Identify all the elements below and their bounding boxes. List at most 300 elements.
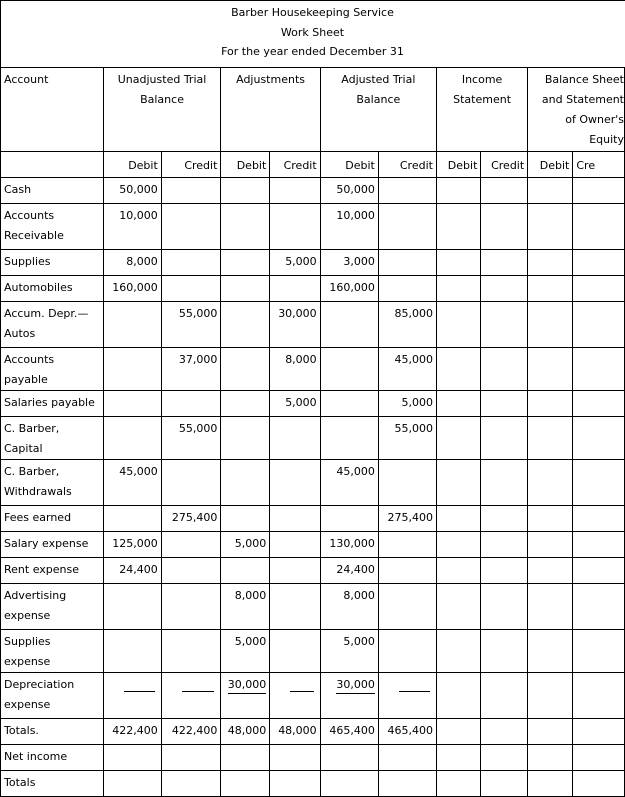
account-name-cell <box>1 348 104 391</box>
bs-debit-cell <box>528 506 573 532</box>
utb-credit-cell <box>161 302 221 348</box>
amount-value: 5,000 <box>234 537 267 550</box>
amount-value: 160,000 <box>112 281 158 294</box>
table-row <box>1 391 625 417</box>
account-name-line: Salaries payable <box>4 396 95 409</box>
account-name-line: expense <box>4 609 51 622</box>
utb-credit-cell <box>161 630 221 673</box>
atb-credit-cell <box>378 204 436 250</box>
adj-credit-cell <box>270 532 320 558</box>
atb-debit-cell <box>320 630 378 673</box>
table-row <box>1 178 625 204</box>
atb-debit-cell <box>320 506 378 532</box>
atb-credit-cell <box>378 558 436 584</box>
amount-value: 10,000 <box>119 209 158 222</box>
is-credit-cell <box>481 417 528 460</box>
adj-credit-cell <box>270 250 320 276</box>
is-debit-cell <box>436 460 480 506</box>
amount-value: 8,000 <box>126 255 158 268</box>
bs-debit-cell <box>528 348 573 391</box>
bs-credit-cell <box>573 276 625 302</box>
amount-value: 125,000 <box>112 537 158 550</box>
bs-credit-cell <box>573 460 625 506</box>
account-name-line: Net income <box>4 750 68 763</box>
table-row <box>1 250 625 276</box>
bs-debit-cell <box>528 719 573 745</box>
account-name-cell <box>1 558 104 584</box>
bs-debit-cell <box>528 630 573 673</box>
is-debit-cell <box>436 417 480 460</box>
atb-debit-cell <box>320 348 378 391</box>
adj-credit-cell <box>270 417 320 460</box>
adj-credit-cell <box>270 348 320 391</box>
amount-value: 5,000 <box>343 635 375 648</box>
account-name-line: C. Barber, <box>4 465 60 478</box>
adj-debit-cell <box>221 302 270 348</box>
account-name-cell <box>1 584 104 630</box>
amount-value: 5,000 <box>285 255 317 268</box>
atb-debit-cell <box>320 673 378 719</box>
adj-debit-cell <box>221 558 270 584</box>
bs-credit-header: Cre <box>573 152 625 178</box>
amount-value: 45,000 <box>394 353 433 366</box>
adj-debit-cell <box>221 745 270 771</box>
adj-debit-cell <box>221 630 270 673</box>
account-name-cell <box>1 391 104 417</box>
utb-credit-cell <box>161 204 221 250</box>
bs-credit-cell <box>573 391 625 417</box>
amount-value: 8,000 <box>343 589 375 602</box>
amount-value: 55,000 <box>178 307 218 320</box>
atb-debit-cell <box>320 719 378 745</box>
bs-credit-cell <box>573 584 625 630</box>
amount-value: 275,400 <box>387 511 433 524</box>
utb-debit-cell <box>103 391 161 417</box>
atb-credit-cell <box>378 745 436 771</box>
account-subheader <box>1 152 104 178</box>
amount-value: 465,400 <box>387 724 433 737</box>
bs-credit-cell <box>573 417 625 460</box>
atb-credit-cell <box>378 532 436 558</box>
amount-value: 3,000 <box>343 255 375 268</box>
atb-credit-cell <box>378 771 436 797</box>
is-credit-cell <box>481 178 528 204</box>
bs-credit-cell <box>573 558 625 584</box>
utb-debit-cell <box>103 771 161 797</box>
is-credit-cell <box>481 745 528 771</box>
bs-credit-cell <box>573 178 625 204</box>
atb-debit-cell <box>320 302 378 348</box>
adj-debit-cell <box>221 460 270 506</box>
utb-credit-cell <box>161 348 221 391</box>
report-title: Work Sheet <box>280 26 345 39</box>
bs-debit-cell <box>528 558 573 584</box>
adj-debit-cell <box>221 178 270 204</box>
amount-value: 30,000 <box>278 307 317 320</box>
bs-debit-cell <box>528 178 573 204</box>
bs-debit-cell <box>528 204 573 250</box>
utb-credit-cell <box>161 460 221 506</box>
table-row <box>1 348 625 391</box>
adj-debit-cell <box>221 771 270 797</box>
adj-credit-cell <box>270 204 320 250</box>
adj-credit-cell <box>270 745 320 771</box>
is-credit-cell <box>481 348 528 391</box>
bs-debit-cell <box>528 532 573 558</box>
atb-debit-cell <box>320 745 378 771</box>
account-name-cell <box>1 673 104 719</box>
atb-debit-cell <box>320 391 378 417</box>
atb-debit-cell <box>320 771 378 797</box>
bs-credit-cell <box>573 745 625 771</box>
amount-value: 5,000 <box>401 396 433 409</box>
account-name-cell <box>1 506 104 532</box>
amount-value: 45,000 <box>119 465 158 478</box>
debit-credit-header-row <box>1 152 625 178</box>
adj-credit-cell <box>270 673 320 719</box>
column-group-header-row <box>1 68 625 152</box>
amount-value: 50,000 <box>336 183 375 196</box>
income-statement-header: Income Statement <box>436 68 527 152</box>
account-name-cell <box>1 745 104 771</box>
adj-credit-cell <box>270 302 320 348</box>
amount-value: 160,000 <box>329 281 375 294</box>
adj-credit-cell <box>270 391 320 417</box>
atb-credit-cell <box>378 506 436 532</box>
table-row <box>1 506 625 532</box>
atb-credit-cell <box>378 719 436 745</box>
amount-value: 275,400 <box>171 511 218 524</box>
report-period: For the year ended December 31 <box>221 45 404 58</box>
amount-value: 48,000 <box>227 724 267 737</box>
amount-value: 5,000 <box>234 635 267 648</box>
account-name-line: expense <box>4 698 51 711</box>
utb-debit-cell <box>103 348 161 391</box>
is-debit-cell <box>436 532 480 558</box>
adj-debit-cell <box>221 348 270 391</box>
atb-debit-cell <box>320 558 378 584</box>
amount-value: 8,000 <box>285 353 317 366</box>
is-credit-cell <box>481 250 528 276</box>
atb-debit-cell <box>320 276 378 302</box>
adj-debit-cell <box>221 417 270 460</box>
bs-debit-cell <box>528 745 573 771</box>
adj-credit-header: Credit <box>270 152 320 178</box>
blank-underline <box>124 691 155 692</box>
account-name-line: Accounts payable <box>4 353 55 386</box>
is-debit-cell <box>436 771 480 797</box>
atb-debit-cell <box>320 584 378 630</box>
bs-credit-cell <box>573 719 625 745</box>
utb-credit-cell <box>161 417 221 460</box>
bs-debit-cell <box>528 417 573 460</box>
account-name-line: Cash <box>4 183 32 196</box>
amount-value: 5,000 <box>285 396 317 409</box>
is-credit-cell <box>481 630 528 673</box>
adj-credit-cell <box>270 460 320 506</box>
account-name-line: Rent expense <box>4 563 80 576</box>
is-credit-cell <box>481 771 528 797</box>
utb-debit-cell <box>103 417 161 460</box>
table-row <box>1 745 625 771</box>
adj-credit-cell <box>270 719 320 745</box>
atb-debit-cell <box>320 460 378 506</box>
utb-debit-cell <box>103 584 161 630</box>
account-name-line: Receivable <box>4 229 64 242</box>
bs-debit-cell <box>528 391 573 417</box>
bs-debit-header: Debit <box>528 152 573 178</box>
adj-debit-cell <box>221 276 270 302</box>
is-debit-cell <box>436 348 480 391</box>
is-credit-cell <box>481 558 528 584</box>
account-name-line: Supplies expense <box>4 635 51 668</box>
is-debit-cell <box>436 558 480 584</box>
adj-credit-cell <box>270 630 320 673</box>
atb-credit-cell <box>378 417 436 460</box>
amount-value: 85,000 <box>394 307 433 320</box>
atb-credit-cell <box>378 391 436 417</box>
account-name-line: Accum. Depr.— <box>4 307 89 320</box>
bs-debit-cell <box>528 673 573 719</box>
is-credit-cell <box>481 584 528 630</box>
is-debit-header: Debit <box>436 152 480 178</box>
utb-credit-cell <box>161 719 221 745</box>
bs-credit-cell <box>573 204 625 250</box>
adj-debit-cell <box>221 506 270 532</box>
amount-value: 8,000 <box>234 589 267 602</box>
is-credit-header: Credit <box>481 152 528 178</box>
table-row <box>1 673 625 719</box>
utb-credit-cell <box>161 673 221 719</box>
adj-debit-cell <box>221 532 270 558</box>
blank-underline <box>182 691 215 692</box>
utb-credit-cell <box>161 745 221 771</box>
utb-debit-cell <box>103 745 161 771</box>
amount-value: 130,000 <box>329 537 375 550</box>
atb-credit-cell <box>378 460 436 506</box>
is-credit-cell <box>481 204 528 250</box>
utb-debit-cell <box>103 460 161 506</box>
is-debit-cell <box>436 302 480 348</box>
adjustments-header: Adjustments <box>221 68 320 152</box>
atb-credit-cell <box>378 630 436 673</box>
table-row <box>1 630 625 673</box>
bs-debit-cell <box>528 460 573 506</box>
amount-value: 422,400 <box>171 724 218 737</box>
account-name-line: Totals <box>4 776 36 789</box>
adj-debit-header: Debit <box>221 152 270 178</box>
bs-debit-cell <box>528 584 573 630</box>
adj-credit-cell <box>270 558 320 584</box>
is-debit-cell <box>436 391 480 417</box>
utb-credit-cell <box>161 250 221 276</box>
adj-debit-cell <box>221 719 270 745</box>
is-credit-cell <box>481 302 528 348</box>
bs-credit-cell <box>573 673 625 719</box>
table-row <box>1 417 625 460</box>
utb-credit-cell <box>161 532 221 558</box>
bs-debit-cell <box>528 771 573 797</box>
utb-credit-cell <box>161 558 221 584</box>
is-credit-cell <box>481 276 528 302</box>
utb-credit-header: Credit <box>161 152 221 178</box>
is-debit-cell <box>436 276 480 302</box>
utb-credit-cell <box>161 391 221 417</box>
table-row <box>1 771 625 797</box>
bs-credit-cell <box>573 532 625 558</box>
is-credit-cell <box>481 506 528 532</box>
bs-debit-cell <box>528 302 573 348</box>
utb-debit-cell <box>103 250 161 276</box>
table-row <box>1 532 625 558</box>
worksheet-table <box>0 67 625 797</box>
atb-debit-header: Debit <box>320 152 378 178</box>
account-name-cell <box>1 719 104 745</box>
adj-credit-cell <box>270 771 320 797</box>
adj-debit-cell <box>221 584 270 630</box>
bs-debit-cell <box>528 276 573 302</box>
utb-debit-cell <box>103 506 161 532</box>
adj-credit-cell <box>270 584 320 630</box>
amount-value: 45,000 <box>336 465 375 478</box>
amount-value: 24,400 <box>336 563 375 576</box>
account-name-line: Withdrawals <box>4 485 72 498</box>
amount-value: 55,000 <box>394 422 433 435</box>
is-credit-cell <box>481 673 528 719</box>
utb-debit-cell <box>103 178 161 204</box>
amount-value: 48,000 <box>278 724 317 737</box>
bs-debit-cell <box>528 250 573 276</box>
utb-credit-cell <box>161 276 221 302</box>
atb-debit-cell <box>320 250 378 276</box>
amount-value: 30,000 <box>228 677 267 694</box>
account-name-cell <box>1 204 104 250</box>
adj-debit-cell <box>221 391 270 417</box>
account-name-line: Totals. <box>4 724 39 737</box>
adj-credit-cell <box>270 276 320 302</box>
adj-credit-cell <box>270 178 320 204</box>
atb-credit-cell <box>378 276 436 302</box>
account-name-cell <box>1 532 104 558</box>
table-row <box>1 584 625 630</box>
amount-value: 10,000 <box>336 209 375 222</box>
amount-value: 465,400 <box>329 724 375 737</box>
amount-value: 24,400 <box>119 563 158 576</box>
account-name-cell <box>1 630 104 673</box>
account-name-cell <box>1 302 104 348</box>
atb-credit-header: Credit <box>378 152 436 178</box>
account-name-line: Automobiles <box>4 281 73 294</box>
account-name-line: Salary expense <box>4 537 89 550</box>
is-credit-cell <box>481 460 528 506</box>
account-name-line: Accounts <box>4 209 55 222</box>
table-row <box>1 302 625 348</box>
bs-credit-cell <box>573 302 625 348</box>
utb-debit-cell <box>103 630 161 673</box>
atb-credit-cell <box>378 348 436 391</box>
atb-credit-cell <box>378 178 436 204</box>
account-name-cell <box>1 771 104 797</box>
account-name-line: Advertising <box>4 589 67 602</box>
bs-credit-cell <box>573 348 625 391</box>
table-row <box>1 460 625 506</box>
utb-debit-cell <box>103 204 161 250</box>
blank-underline <box>399 691 430 692</box>
account-name-cell <box>1 460 104 506</box>
utb-credit-cell <box>161 771 221 797</box>
utb-debit-cell <box>103 532 161 558</box>
account-name-cell <box>1 250 104 276</box>
utb-debit-header: Debit <box>103 152 161 178</box>
is-debit-cell <box>436 584 480 630</box>
blank-underline <box>290 691 313 692</box>
is-debit-cell <box>436 204 480 250</box>
amount-value: 30,000 <box>336 677 375 694</box>
table-row <box>1 276 625 302</box>
is-credit-cell <box>481 719 528 745</box>
amount-value: 55,000 <box>178 422 218 435</box>
account-name-line: Depreciation <box>4 678 75 691</box>
adjusted-trial-balance-header: Adjusted Trial Balance <box>320 68 436 152</box>
table-row <box>1 719 625 745</box>
is-debit-cell <box>436 630 480 673</box>
atb-debit-cell <box>320 532 378 558</box>
bs-credit-cell <box>573 630 625 673</box>
bs-credit-cell <box>573 771 625 797</box>
atb-debit-cell <box>320 417 378 460</box>
adj-debit-cell <box>221 673 270 719</box>
company-name: Barber Housekeeping Service <box>231 6 394 19</box>
utb-debit-cell <box>103 673 161 719</box>
atb-debit-cell <box>320 204 378 250</box>
adj-debit-cell <box>221 250 270 276</box>
table-row <box>1 204 625 250</box>
is-debit-cell <box>436 250 480 276</box>
is-debit-cell <box>436 178 480 204</box>
utb-credit-cell <box>161 178 221 204</box>
account-column-header: Account <box>1 68 104 152</box>
utb-credit-cell <box>161 584 221 630</box>
is-credit-cell <box>481 532 528 558</box>
account-name-line: Fees earned <box>4 511 72 524</box>
account-name-cell <box>1 276 104 302</box>
utb-debit-cell <box>103 302 161 348</box>
adj-debit-cell <box>221 204 270 250</box>
account-name-cell <box>1 178 104 204</box>
is-debit-cell <box>436 506 480 532</box>
amount-value: 422,400 <box>112 724 158 737</box>
bs-credit-cell <box>573 506 625 532</box>
is-debit-cell <box>436 719 480 745</box>
account-name-line: Supplies <box>4 255 51 268</box>
utb-debit-cell <box>103 558 161 584</box>
utb-debit-cell <box>103 276 161 302</box>
atb-credit-cell <box>378 584 436 630</box>
is-debit-cell <box>436 745 480 771</box>
is-debit-cell <box>436 673 480 719</box>
utb-debit-cell <box>103 719 161 745</box>
account-name-line: Autos <box>4 327 36 340</box>
atb-credit-cell <box>378 673 436 719</box>
amount-value: 37,000 <box>178 353 218 366</box>
atb-debit-cell <box>320 178 378 204</box>
is-credit-cell <box>481 391 528 417</box>
account-name-cell <box>1 417 104 460</box>
table-row <box>1 558 625 584</box>
atb-credit-cell <box>378 302 436 348</box>
unadjusted-trial-balance-header: Unadjusted Trial Balance <box>103 68 221 152</box>
balance-sheet-header: Balance Sheet and Statement of Owner's Equity <box>528 68 625 152</box>
